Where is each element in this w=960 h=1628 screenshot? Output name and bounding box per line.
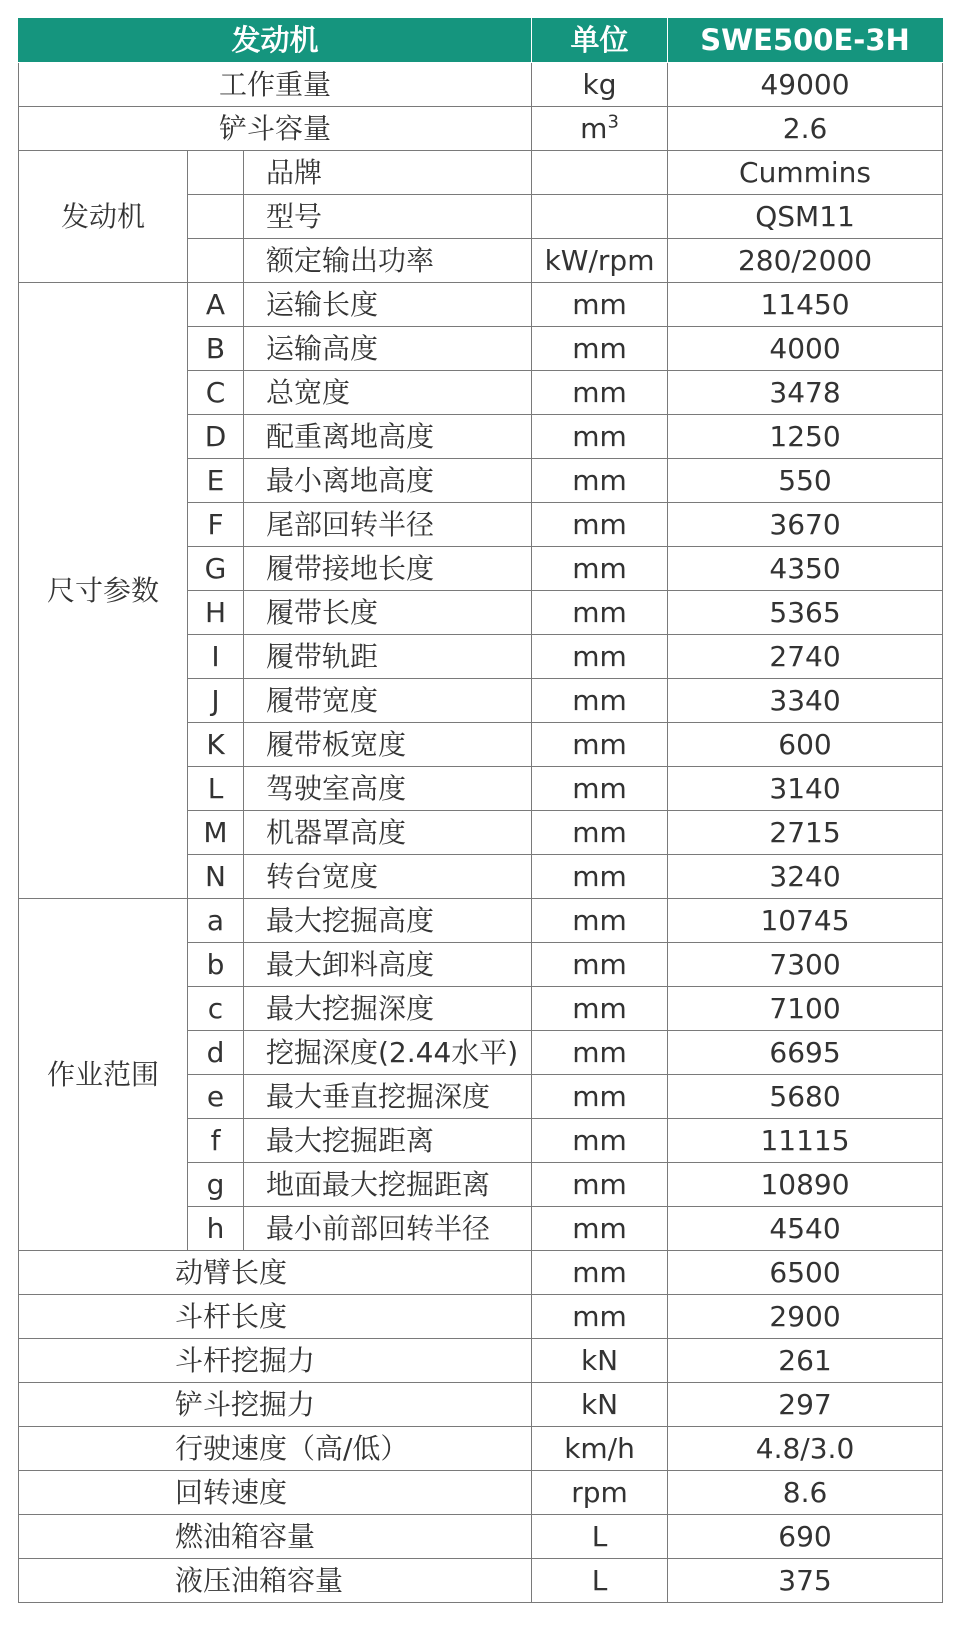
row-code: H [188, 591, 244, 635]
row-value: 375 [668, 1559, 943, 1603]
row-value: 5680 [668, 1075, 943, 1119]
row-unit: mm [532, 283, 668, 327]
row-unit: mm [532, 1075, 668, 1119]
table-row [19, 63, 943, 107]
row-code: I [188, 635, 244, 679]
row-label: 机器罩高度 [244, 811, 532, 855]
row-value: 4000 [668, 327, 943, 371]
row-code: J [188, 679, 244, 723]
row-code: c [188, 987, 244, 1031]
row-unit: mm [532, 1207, 668, 1251]
row-unit: mm [532, 811, 668, 855]
row-label: 挖掘深度(2.44水平) [244, 1031, 532, 1075]
row-label: 总宽度 [244, 371, 532, 415]
row-unit: mm [532, 1031, 668, 1075]
row-value: 6695 [668, 1031, 943, 1075]
row-label: 斗杆挖掘力 [19, 1339, 532, 1383]
row-unit: mm [532, 415, 668, 459]
row-unit: mm [532, 635, 668, 679]
row-label: 回转速度 [19, 1471, 532, 1515]
row-value: 11450 [668, 283, 943, 327]
row-code: B [188, 327, 244, 371]
spec-table [18, 18, 943, 1603]
row-unit: mm [532, 987, 668, 1031]
group-label-engine: 发动机 [19, 151, 188, 283]
row-label: 斗杆长度 [19, 1295, 532, 1339]
row-unit: mm [532, 943, 668, 987]
table-row [19, 899, 943, 943]
row-value: 7300 [668, 943, 943, 987]
row-unit: mm [532, 327, 668, 371]
row-label: 最大挖掘深度 [244, 987, 532, 1031]
row-code: L [188, 767, 244, 811]
row-code [188, 239, 244, 283]
row-code [188, 151, 244, 195]
row-label: 型号 [244, 195, 532, 239]
row-label: 履带接地长度 [244, 547, 532, 591]
row-unit: mm [532, 855, 668, 899]
row-label: 转台宽度 [244, 855, 532, 899]
row-code [188, 195, 244, 239]
row-value: QSM11 [668, 195, 943, 239]
row-unit [532, 151, 668, 195]
header-name-cell: 发动机 [19, 19, 532, 63]
row-code: G [188, 547, 244, 591]
row-label: 履带板宽度 [244, 723, 532, 767]
row-unit: L [532, 1515, 668, 1559]
row-value: 10890 [668, 1163, 943, 1207]
row-label: 工作重量 [19, 63, 532, 107]
row-code: a [188, 899, 244, 943]
row-unit: kN [532, 1339, 668, 1383]
row-label: 履带轨距 [244, 635, 532, 679]
row-code: C [188, 371, 244, 415]
row-unit [532, 107, 668, 151]
row-value: 550 [668, 459, 943, 503]
row-value: 4540 [668, 1207, 943, 1251]
row-unit: mm [532, 1163, 668, 1207]
row-code: g [188, 1163, 244, 1207]
row-code: M [188, 811, 244, 855]
row-unit: mm [532, 371, 668, 415]
row-code: N [188, 855, 244, 899]
row-unit: mm [532, 503, 668, 547]
row-value: 297 [668, 1383, 943, 1427]
row-label: 运输高度 [244, 327, 532, 371]
row-code: d [188, 1031, 244, 1075]
row-label: 最大挖掘高度 [244, 899, 532, 943]
row-value: 3340 [668, 679, 943, 723]
table-row [19, 107, 943, 151]
row-code: b [188, 943, 244, 987]
table-row [19, 283, 943, 327]
row-label: 动臂长度 [19, 1251, 532, 1295]
row-value: 4350 [668, 547, 943, 591]
row-value: Cummins [668, 151, 943, 195]
row-value: 280/2000 [668, 239, 943, 283]
row-unit-superscript: 3 [607, 111, 619, 133]
table-row [19, 1383, 943, 1427]
table-row [19, 1251, 943, 1295]
row-unit: mm [532, 767, 668, 811]
row-unit [532, 195, 668, 239]
row-unit: mm [532, 1251, 668, 1295]
row-value: 3478 [668, 371, 943, 415]
row-unit: mm [532, 459, 668, 503]
table-row [19, 1339, 943, 1383]
row-value: 3240 [668, 855, 943, 899]
row-code: h [188, 1207, 244, 1251]
table-row [19, 1427, 943, 1471]
row-label: 最小前部回转半径 [244, 1207, 532, 1251]
row-value: 10745 [668, 899, 943, 943]
row-value: 2.6 [668, 107, 943, 151]
row-label: 品牌 [244, 151, 532, 195]
group-label-working-range: 作业范围 [19, 899, 188, 1251]
row-label: 履带长度 [244, 591, 532, 635]
row-unit: mm [532, 547, 668, 591]
row-unit: rpm [532, 1471, 668, 1515]
row-label: 额定输出功率 [244, 239, 532, 283]
row-value: 6500 [668, 1251, 943, 1295]
row-label: 履带宽度 [244, 679, 532, 723]
row-value: 3670 [668, 503, 943, 547]
row-value: 2740 [668, 635, 943, 679]
table-row [19, 1559, 943, 1603]
row-label: 液压油箱容量 [19, 1559, 532, 1603]
row-label: 配重离地高度 [244, 415, 532, 459]
row-code: K [188, 723, 244, 767]
group-label-dimensions: 尺寸参数 [19, 283, 188, 899]
row-value: 4.8/3.0 [668, 1427, 943, 1471]
row-value: 261 [668, 1339, 943, 1383]
row-unit: kg [532, 63, 668, 107]
row-label: 铲斗挖掘力 [19, 1383, 532, 1427]
row-value: 8.6 [668, 1471, 943, 1515]
header-unit-cell: 单位 [532, 19, 668, 63]
row-label: 最大垂直挖掘深度 [244, 1075, 532, 1119]
row-label: 最小离地高度 [244, 459, 532, 503]
row-label: 最大挖掘距离 [244, 1119, 532, 1163]
row-code: F [188, 503, 244, 547]
row-code: f [188, 1119, 244, 1163]
row-unit: kW/rpm [532, 239, 668, 283]
row-value: 2715 [668, 811, 943, 855]
row-unit: mm [532, 899, 668, 943]
row-value: 7100 [668, 987, 943, 1031]
table-row [19, 1471, 943, 1515]
row-code: E [188, 459, 244, 503]
header-model-cell: SWE500E-3H [668, 19, 943, 63]
row-unit-base: m [580, 111, 608, 145]
row-label: 地面最大挖掘距离 [244, 1163, 532, 1207]
row-unit: kN [532, 1383, 668, 1427]
row-value: 2900 [668, 1295, 943, 1339]
row-label: 驾驶室高度 [244, 767, 532, 811]
row-label: 最大卸料高度 [244, 943, 532, 987]
row-value: 3140 [668, 767, 943, 811]
row-label: 燃油箱容量 [19, 1515, 532, 1559]
header-row [19, 19, 943, 63]
row-code: e [188, 1075, 244, 1119]
row-unit: km/h [532, 1427, 668, 1471]
row-unit: mm [532, 679, 668, 723]
row-unit: mm [532, 723, 668, 767]
row-value: 5365 [668, 591, 943, 635]
table-row [19, 1295, 943, 1339]
spec-table-header [19, 19, 943, 63]
row-value: 600 [668, 723, 943, 767]
row-label: 尾部回转半径 [244, 503, 532, 547]
row-value: 1250 [668, 415, 943, 459]
row-label: 铲斗容量 [19, 107, 532, 151]
row-code: A [188, 283, 244, 327]
table-row [19, 151, 943, 195]
row-value: 49000 [668, 63, 943, 107]
row-label: 行驶速度（高/低） [19, 1427, 532, 1471]
row-unit: mm [532, 1119, 668, 1163]
row-unit: mm [532, 1295, 668, 1339]
row-value: 11115 [668, 1119, 943, 1163]
row-code: D [188, 415, 244, 459]
row-value: 690 [668, 1515, 943, 1559]
row-label: 运输长度 [244, 283, 532, 327]
table-row [19, 1515, 943, 1559]
row-unit: mm [532, 591, 668, 635]
row-unit: L [532, 1559, 668, 1603]
